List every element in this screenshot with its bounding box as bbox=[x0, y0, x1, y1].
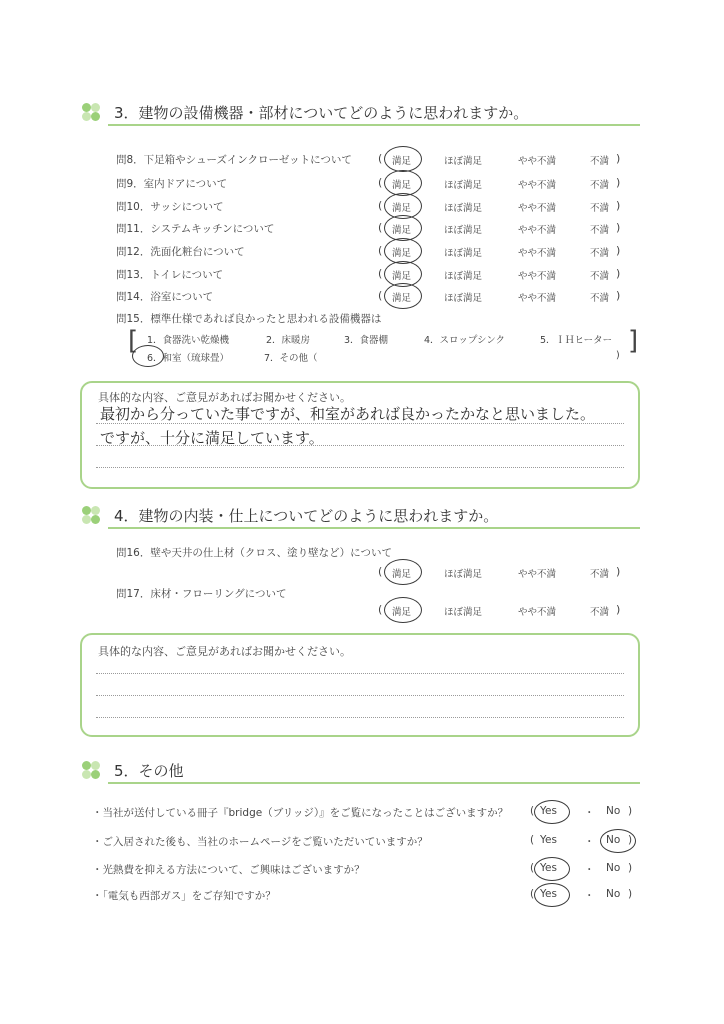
yesno-question-3: ・光熱費を抑える方法について、ご興味はございますか？ bbox=[92, 864, 365, 876]
q8-option-dissatisfied[interactable]: 不満 bbox=[590, 156, 610, 167]
section-4-title: 4．建物の内装・仕上についてどのように思われますか。 bbox=[114, 507, 499, 525]
q15-item-4[interactable]: 4．スロップシンク bbox=[424, 335, 506, 346]
section-divider bbox=[108, 527, 640, 529]
paren-open: ( bbox=[530, 862, 535, 874]
answer-circle bbox=[384, 283, 422, 309]
q13-option-mostly-satisfied[interactable]: ほぼ満足 bbox=[444, 271, 483, 282]
paren-close: ) bbox=[616, 176, 621, 189]
question-10-label: 問10．サッシについて bbox=[116, 201, 224, 213]
q15-item-7[interactable]: 7．その他（ bbox=[264, 353, 318, 364]
paren-open: ( bbox=[378, 267, 383, 280]
comment-box-label: 具体的な内容、ご意見があればお聞かせください。 bbox=[98, 391, 351, 404]
question-13-label: 問13．トイレについて bbox=[116, 269, 224, 281]
paren-close: ) bbox=[616, 152, 621, 165]
separator-dot: ・ bbox=[584, 890, 595, 902]
q14-option-mostly-satisfied[interactable]: ほぼ満足 bbox=[444, 293, 483, 304]
writing-line bbox=[96, 695, 624, 696]
yesno-question-1: ・当社が送付している冊子『bridge（ブリッジ）』をご覧になったことはございますか？ bbox=[92, 807, 509, 819]
comment-box-label: 具体的な内容、ご意見があればお聞かせください。 bbox=[98, 645, 351, 658]
paren-open: ( bbox=[378, 221, 383, 234]
no-option[interactable]: No bbox=[606, 805, 621, 817]
answer-circle bbox=[600, 829, 636, 853]
writing-line bbox=[96, 445, 624, 446]
q16-option-dissatisfied[interactable]: 不満 bbox=[590, 569, 610, 580]
paren-close: ) bbox=[616, 565, 621, 578]
answer-circle bbox=[384, 559, 422, 585]
answer-circle bbox=[132, 345, 164, 367]
paren-close: ) bbox=[616, 267, 621, 280]
q10-option-mostly-satisfied[interactable]: ほぼ満足 bbox=[444, 203, 483, 214]
q10-option-somewhat-dissatisfied[interactable]: やや不満 bbox=[518, 203, 557, 214]
question-11-label: 問11．システムキッチンについて bbox=[116, 223, 275, 235]
handwritten-comment-line-2: ですが、十分に満足しています。 bbox=[100, 429, 324, 447]
q15-item-3[interactable]: 3．食器棚 bbox=[344, 335, 389, 346]
question-17-label: 問17．床材・フローリングについて bbox=[116, 588, 287, 600]
question-15-label: 問15．標準仕様であれば良かったと思われる設備機器は bbox=[116, 313, 382, 325]
q9-option-satisfied[interactable]: 満足 bbox=[392, 180, 412, 191]
q17-option-satisfied[interactable]: 満足 bbox=[392, 607, 412, 618]
paren-open: ( bbox=[530, 888, 535, 900]
section-divider bbox=[108, 124, 640, 126]
q16-option-satisfied[interactable]: 満足 bbox=[392, 569, 412, 580]
answer-circle bbox=[384, 597, 422, 623]
q14-option-dissatisfied[interactable]: 不満 bbox=[590, 293, 610, 304]
q11-option-mostly-satisfied[interactable]: ほぼ満足 bbox=[444, 225, 483, 236]
q14-option-somewhat-dissatisfied[interactable]: やや不満 bbox=[518, 293, 557, 304]
yesno-question-4: ・「電気も西部ガス」をご存知ですか？ bbox=[92, 890, 276, 902]
q8-option-mostly-satisfied[interactable]: ほぼ満足 bbox=[444, 156, 483, 167]
paren-close: ) bbox=[616, 244, 621, 257]
q9-option-somewhat-dissatisfied[interactable]: やや不満 bbox=[518, 180, 557, 191]
q11-option-dissatisfied[interactable]: 不満 bbox=[590, 225, 610, 236]
q10-option-dissatisfied[interactable]: 不満 bbox=[590, 203, 610, 214]
q14-option-satisfied[interactable]: 満足 bbox=[392, 293, 412, 304]
q8-option-somewhat-dissatisfied[interactable]: やや不満 bbox=[518, 156, 557, 167]
question-12-label: 問12．洗面化粧台について bbox=[116, 246, 245, 258]
paren-close: ) bbox=[628, 805, 633, 817]
paren-open: ( bbox=[378, 565, 383, 578]
paren-open: ( bbox=[378, 199, 383, 212]
no-option[interactable]: No bbox=[606, 834, 621, 846]
q13-option-somewhat-dissatisfied[interactable]: やや不満 bbox=[518, 271, 557, 282]
q17-option-somewhat-dissatisfied[interactable]: やや不満 bbox=[518, 607, 557, 618]
question-8-label: 問8．下足箱やシューズインクローゼットについて bbox=[116, 154, 352, 166]
paren-close: ) bbox=[616, 221, 621, 234]
paren-close: ) bbox=[628, 834, 633, 846]
section-5-title: 5．その他 bbox=[114, 762, 184, 780]
bracket-open: [ bbox=[128, 326, 139, 356]
q8-option-satisfied[interactable]: 満足 bbox=[392, 156, 412, 167]
no-option[interactable]: No bbox=[606, 888, 621, 900]
section-3-header bbox=[80, 101, 640, 125]
answer-circle bbox=[534, 800, 570, 824]
writing-line bbox=[96, 467, 624, 468]
clover-icon bbox=[80, 504, 102, 526]
separator-dot: ・ bbox=[584, 864, 595, 876]
paren-open: ( bbox=[378, 603, 383, 616]
q9-option-mostly-satisfied[interactable]: ほぼ満足 bbox=[444, 180, 483, 191]
q12-option-dissatisfied[interactable]: 不満 bbox=[590, 248, 610, 259]
q17-option-mostly-satisfied[interactable]: ほぼ満足 bbox=[444, 607, 483, 618]
q15-item-1[interactable]: 1．食器洗い乾燥機 bbox=[147, 335, 230, 346]
writing-line bbox=[96, 717, 624, 718]
answer-circle bbox=[534, 857, 570, 881]
paren-close: ) bbox=[628, 888, 633, 900]
paren-open: ( bbox=[378, 152, 383, 165]
paren-close: ) bbox=[616, 199, 621, 212]
section-5-header bbox=[80, 759, 640, 783]
q11-option-satisfied[interactable]: 満足 bbox=[392, 225, 412, 236]
yes-option[interactable]: Yes bbox=[540, 834, 557, 846]
question-16-label: 問16．壁や天井の仕上材（クロス、塗り壁など）について bbox=[116, 547, 392, 559]
paren-open: ( bbox=[530, 805, 535, 817]
paren-close: ) bbox=[616, 289, 621, 302]
yes-option[interactable]: Yes bbox=[540, 862, 557, 874]
q15-item-6[interactable]: 6．和室（琉球畳） bbox=[147, 353, 230, 364]
comment-box-section-4[interactable] bbox=[80, 633, 640, 737]
section-divider bbox=[108, 782, 640, 784]
separator-dot: ・ bbox=[584, 807, 595, 819]
q16-option-somewhat-dissatisfied[interactable]: やや不満 bbox=[518, 569, 557, 580]
q10-option-satisfied[interactable]: 満足 bbox=[392, 203, 412, 214]
question-14-label: 問14．浴室について bbox=[116, 291, 214, 303]
no-option[interactable]: No bbox=[606, 862, 621, 874]
answer-circle bbox=[534, 883, 570, 907]
paren-open: ( bbox=[378, 289, 383, 302]
q13-option-satisfied[interactable]: 満足 bbox=[392, 271, 412, 282]
q17-option-dissatisfied[interactable]: 不満 bbox=[590, 607, 610, 618]
paren-open: ( bbox=[378, 244, 383, 257]
q13-option-dissatisfied[interactable]: 不満 bbox=[590, 271, 610, 282]
clover-icon bbox=[80, 101, 102, 123]
question-9-label: 問9．室内ドアについて bbox=[116, 178, 228, 190]
paren-close: ) bbox=[628, 862, 633, 874]
handwritten-comment-line-1: 最初から分っていた事ですが、和室があれば良かったかなと思いました。 bbox=[100, 405, 596, 423]
writing-line bbox=[96, 673, 624, 674]
q15-item-5[interactable]: 5．ＩＨヒーター bbox=[540, 335, 613, 346]
q15-other-close: ) bbox=[616, 350, 620, 361]
q15-item-2[interactable]: 2．床暖房 bbox=[266, 335, 311, 346]
paren-open: ( bbox=[378, 176, 383, 189]
section-4-header bbox=[80, 504, 640, 528]
q12-option-satisfied[interactable]: 満足 bbox=[392, 248, 412, 259]
yes-option[interactable]: Yes bbox=[540, 805, 557, 817]
q11-option-somewhat-dissatisfied[interactable]: やや不満 bbox=[518, 225, 557, 236]
bracket-close: ] bbox=[628, 326, 639, 356]
q9-option-dissatisfied[interactable]: 不満 bbox=[590, 180, 610, 191]
q12-option-mostly-satisfied[interactable]: ほぼ満足 bbox=[444, 248, 483, 259]
paren-close: ) bbox=[616, 603, 621, 616]
writing-line bbox=[96, 423, 624, 424]
yesno-question-2: ・ご入居された後も、当社のホームページをご覧いただいていますか？ bbox=[92, 836, 428, 848]
answer-circle bbox=[384, 146, 422, 172]
paren-open: ( bbox=[530, 834, 535, 846]
q12-option-somewhat-dissatisfied[interactable]: やや不満 bbox=[518, 248, 557, 259]
comment-box-section-3[interactable] bbox=[80, 381, 640, 489]
separator-dot: ・ bbox=[584, 836, 595, 848]
section-3-title: 3．建物の設備機器・部材についてどのように思われますか。 bbox=[114, 104, 529, 122]
clover-icon bbox=[80, 759, 102, 781]
q16-option-mostly-satisfied[interactable]: ほぼ満足 bbox=[444, 569, 483, 580]
yes-option[interactable]: Yes bbox=[540, 888, 557, 900]
